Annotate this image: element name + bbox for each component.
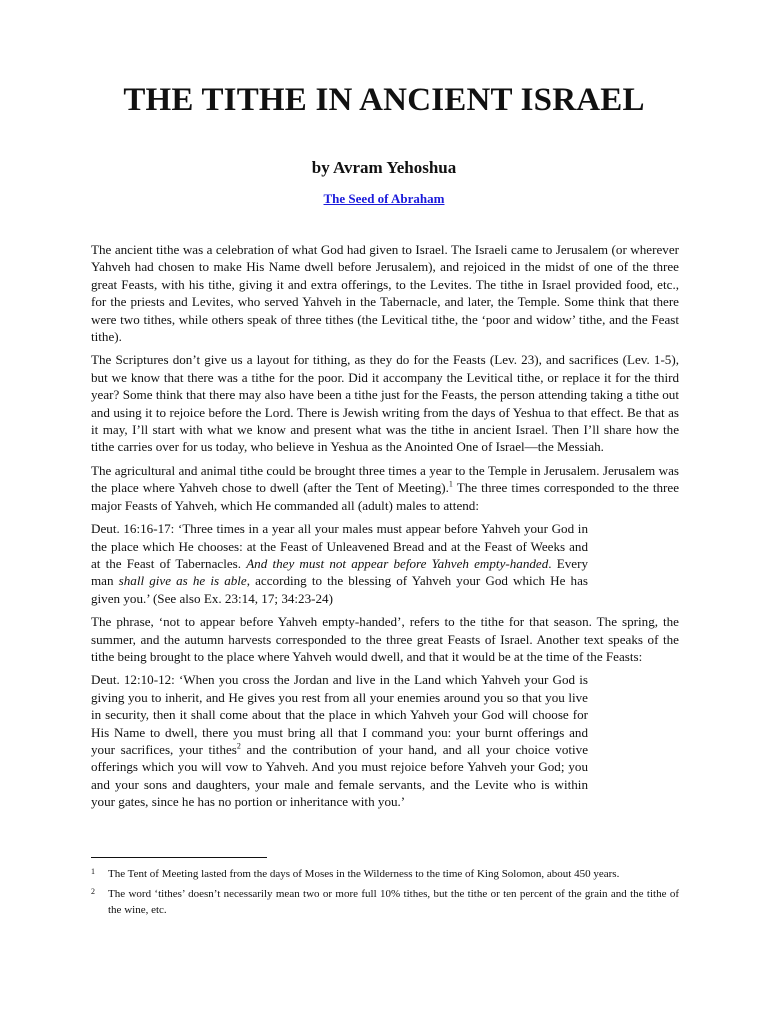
quote-2-text-b: and the contribution of your hand, and all your choice votive offerings which you will vow to Yahveh. And you must rejoice before Yahveh your God; you and your sons and daughters, your male and female servants, and the Levite who is within your gates, since he has no portion or inheritance with you.’ bbox=[91, 741, 589, 810]
quote-1-italic-1: And they must not appear before Yahveh empty-handed bbox=[246, 555, 549, 571]
paragraph-4: The phrase, ‘not to appear before Yahveh empty-handed’, refers to the tithe for that season. The spring, the summer, and the autumn harvests corresponded to the three great Feasts of Israel. Another text speaks of the tithe being brought to the place where Yahveh would dwell, and that it would be at the time of the Feasts: bbox=[91, 614, 679, 664]
footnote-1 bbox=[91, 866, 679, 882]
quote-2-text-a: Deut. 12:10-12: ‘When you cross the Jordan and live in the Land which Yahveh your God is giving you to inherit, and He gives you rest from all your enemies around you so that you live in security, then it shall come about that the place in which Yahveh your God will choose for His Name to dwell, there you must bring all that I command you: your burnt offerings and your sacrifices, your tithes bbox=[91, 672, 588, 757]
paragraph-1: The ancient tithe was a celebration of what God had given to Israel. The Israeli came to Jerusalem (or wherever Yahveh had chosen to make His Name dwell before Jerusalem), and rejoiced in the midst of one of the three great Feasts, with his tithe, giving it and extra offerings, to the Levites. The tithe in Israel provided food, etc., for the priests and Levites, who served Yahveh in the Tabernacle, and later, the Temple. Some think that there were two tithes, while others speak of three tithes (the Levitical tithe, the ‘poor and widow’ tithe, and the Feast tithe). bbox=[91, 242, 679, 345]
block-quote-deut-12 bbox=[91, 671, 588, 810]
paragraph-2: The Scriptures don’t give us a layout for tithing, as they do for the Feasts (Lev. 23), and sacrifices (Lev. 1-5), but we know that there was a tithe for the poor. Did it accompany the Levitical tithe, or replace it for the third year? Some think that there may also have been a tithe just for the Feasts, the person attending taking a tithe out and using it to rejoice before the Lord. There is Jewish writing from the days of Yeshua to that effect. Be that as it may, I’ll start with what we know and present what was the tithe in ancient Israel. Then I’ll share how the tithe carries over for us today, who believe in Yeshua as the Anointed One of Israel—the Messiah. bbox=[91, 352, 679, 455]
paragraph-3 bbox=[91, 462, 679, 514]
footnote-text: The Tent of Meeting lasted from the days of Moses in the Wilderness to the time of King Solomon, about 450 years. bbox=[108, 868, 620, 880]
footnotes bbox=[91, 866, 679, 922]
footnote-ref-1[interactable]: 1 bbox=[448, 479, 453, 489]
quote-1-italic-2: shall give as he is able bbox=[118, 573, 247, 589]
source-link-container bbox=[0, 191, 768, 207]
article-body bbox=[91, 241, 679, 817]
footnote-number: 2 bbox=[91, 887, 95, 896]
footnote-2 bbox=[91, 886, 679, 918]
paragraph-3-text-b: The three times corresponded to the three major Feasts of Yahveh, which He commanded all (adult) males to attend: bbox=[91, 480, 680, 513]
footnote-divider bbox=[91, 857, 267, 858]
seed-of-abraham-link[interactable]: The Seed of Abraham bbox=[323, 191, 445, 206]
quote-1-text-c: , according to the blessing of Yahveh your God which He has given you.’ (See also Ex. 23:14, 17; 34:23-24) bbox=[91, 573, 588, 606]
footnote-text: The word ‘tithes’ doesn’t necessarily mean two or more full 10% tithes, but the tithe or ten percent of the grain and the tithe of the wine, etc. bbox=[108, 888, 679, 916]
footnote-number: 1 bbox=[91, 867, 95, 876]
paragraph-3-text-a: The agricultural and animal tithe could be brought three times a year to the Temple in Jerusalem. Jerusalem was the place where Yahveh chose to dwell (after the Tent of Meeting). bbox=[91, 462, 679, 496]
quote-1-text-a: Deut. 16:16-17: ‘Three times in a year all your males must appear before Yahveh your God in the place which He chooses: at the Feast of Unleavened Bread and at the Feast of Weeks and at the Feast of Tabernacles. bbox=[91, 521, 588, 571]
block-quote-deut-16 bbox=[91, 520, 588, 607]
author-byline: by Avram Yehoshua bbox=[311, 158, 457, 177]
quote-1-text-b: . Every man bbox=[91, 555, 588, 589]
page-title: THE TITHE IN ANCIENT ISRAEL bbox=[123, 82, 645, 118]
footnote-ref-2[interactable]: 2 bbox=[236, 741, 241, 751]
